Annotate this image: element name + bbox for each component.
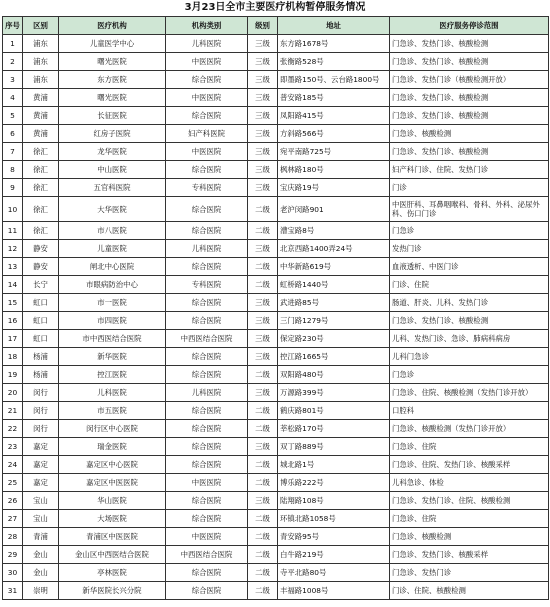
- cell-col-district: 嘉定: [23, 456, 59, 474]
- cell-col-institution: 嘉定区中医医院: [59, 474, 166, 492]
- cell-col-level: 三级: [248, 161, 278, 179]
- table-row: [3, 510, 549, 528]
- cell-col-institution: 华山医院: [59, 492, 166, 510]
- cell-col-seq: 14: [3, 276, 23, 294]
- cell-col-level: 三级: [248, 330, 278, 348]
- cell-col-institution: 大场医院: [59, 510, 166, 528]
- table-row: [3, 330, 549, 348]
- cell-col-institution: 儿童医学中心: [59, 35, 166, 53]
- cell-col-district: 闵行: [23, 402, 59, 420]
- table-row: [3, 240, 549, 258]
- cell-col-category: 综合医院: [166, 438, 248, 456]
- cell-col-scope: 门急诊、发热门诊、核酸检测: [390, 312, 549, 330]
- cell-col-address: 宛平南路725号: [278, 143, 390, 161]
- cell-col-district: 徐汇: [23, 179, 59, 197]
- cell-col-seq: 31: [3, 582, 23, 600]
- table-row: [3, 546, 549, 564]
- cell-col-address: 城北路1号: [278, 456, 390, 474]
- table-row: [3, 258, 549, 276]
- cell-col-level: 二级: [248, 258, 278, 276]
- cell-col-district: 静安: [23, 258, 59, 276]
- cell-col-seq: 27: [3, 510, 23, 528]
- cell-col-category: 中西医结合医院: [166, 546, 248, 564]
- cell-col-category: 中医医院: [166, 89, 248, 107]
- cell-col-institution: 市眼病防治中心: [59, 276, 166, 294]
- cell-col-scope: 门急诊、发热门诊: [390, 564, 549, 582]
- table-row: [3, 564, 549, 582]
- cell-col-seq: 3: [3, 71, 23, 89]
- table-row: [3, 35, 549, 53]
- cell-col-seq: 16: [3, 312, 23, 330]
- cell-col-address: 普安路185号: [278, 89, 390, 107]
- cell-col-seq: 6: [3, 125, 23, 143]
- cell-col-level: 二级: [248, 528, 278, 546]
- cell-col-seq: 25: [3, 474, 23, 492]
- cell-col-category: 综合医院: [166, 312, 248, 330]
- cell-col-category: 综合医院: [166, 222, 248, 240]
- table-row: [3, 528, 549, 546]
- table-row: [3, 71, 549, 89]
- cell-col-scope: 门急诊、发热门诊、核酸检测: [390, 89, 549, 107]
- cell-col-institution: 金山区中西医结合医院: [59, 546, 166, 564]
- table-row: [3, 384, 549, 402]
- cell-col-level: 三级: [248, 348, 278, 366]
- cell-col-address: 莘松路170号: [278, 420, 390, 438]
- cell-col-institution: 曙光医院: [59, 53, 166, 71]
- cell-col-level: 三级: [248, 143, 278, 161]
- cell-col-level: 二级: [248, 564, 278, 582]
- cell-col-address: 方斜路566号: [278, 125, 390, 143]
- cell-col-address: 寺平北路80号: [278, 564, 390, 582]
- table-row: [3, 348, 549, 366]
- cell-col-scope: 门急诊、住院、核酸检测（发热门诊开放）: [390, 384, 549, 402]
- header-col-seq: 序号: [3, 17, 23, 35]
- table-row: [3, 125, 549, 143]
- cell-col-district: 杨浦: [23, 348, 59, 366]
- cell-col-category: 中医医院: [166, 474, 248, 492]
- table-header-row: [3, 17, 549, 35]
- cell-col-institution: 市八医院: [59, 222, 166, 240]
- cell-col-address: 博乐路222号: [278, 474, 390, 492]
- cell-col-scope: 妇产科门诊、住院、发热门诊: [390, 161, 549, 179]
- cell-col-level: 三级: [248, 53, 278, 71]
- cell-col-institution: 闵行区中心医院: [59, 420, 166, 438]
- cell-col-scope: 门急诊、发热门诊、核酸检测: [390, 143, 549, 161]
- cell-col-scope: 肠道、肝炎、儿科、发热门诊: [390, 294, 549, 312]
- cell-col-scope: 儿科门急诊: [390, 348, 549, 366]
- cell-col-level: 二级: [248, 420, 278, 438]
- hospital-suspension-table: [2, 16, 549, 600]
- cell-col-seq: 15: [3, 294, 23, 312]
- table-row: [3, 107, 549, 125]
- cell-col-address: 东方路1678号: [278, 35, 390, 53]
- cell-col-seq: 7: [3, 143, 23, 161]
- table-row: [3, 53, 549, 71]
- table-row: [3, 366, 549, 384]
- cell-col-district: 崇明: [23, 582, 59, 600]
- cell-col-institution: 市五医院: [59, 402, 166, 420]
- cell-col-category: 儿科医院: [166, 240, 248, 258]
- cell-col-scope: 门急诊、发热门诊、核酸检测: [390, 53, 549, 71]
- cell-col-seq: 9: [3, 179, 23, 197]
- cell-col-category: 综合医院: [166, 258, 248, 276]
- cell-col-level: 三级: [248, 71, 278, 89]
- cell-col-level: 三级: [248, 107, 278, 125]
- cell-col-address: 陆翔路108号: [278, 492, 390, 510]
- header-col-district: 区别: [23, 17, 59, 35]
- cell-col-seq: 4: [3, 89, 23, 107]
- cell-col-level: 二级: [248, 402, 278, 420]
- cell-col-institution: 儿科医院: [59, 384, 166, 402]
- cell-col-seq: 13: [3, 258, 23, 276]
- cell-col-district: 黄浦: [23, 107, 59, 125]
- cell-col-scope: 门诊: [390, 179, 549, 197]
- cell-col-level: 二级: [248, 510, 278, 528]
- cell-col-institution: 曙光医院: [59, 89, 166, 107]
- header-col-category: 机构类别: [166, 17, 248, 35]
- cell-col-seq: 20: [3, 384, 23, 402]
- cell-col-category: 综合医院: [166, 197, 248, 222]
- cell-col-scope: 门诊、住院、核酸检测: [390, 582, 549, 600]
- cell-col-institution: 闸北中心医院: [59, 258, 166, 276]
- cell-col-seq: 1: [3, 35, 23, 53]
- cell-col-address: 控江路1665号: [278, 348, 390, 366]
- cell-col-district: 虹口: [23, 294, 59, 312]
- cell-col-address: 双丁路889号: [278, 438, 390, 456]
- cell-col-level: 三级: [248, 179, 278, 197]
- cell-col-address: 环镇北路1058号: [278, 510, 390, 528]
- cell-col-scope: 口腔科: [390, 402, 549, 420]
- cell-col-district: 徐汇: [23, 161, 59, 179]
- cell-col-level: 二级: [248, 582, 278, 600]
- cell-col-address: 张衡路528号: [278, 53, 390, 71]
- document-title: 3月23日全市主要医疗机构暂停服务情况: [184, 2, 366, 13]
- cell-col-level: 三级: [248, 35, 278, 53]
- cell-col-district: 浦东: [23, 71, 59, 89]
- cell-col-institution: 市四医院: [59, 312, 166, 330]
- table-row: [3, 456, 549, 474]
- cell-col-scope: 中医肝科、耳鼻咽喉科、骨科、外科、泌尿外科、伤口门诊: [390, 197, 549, 222]
- table-row: [3, 197, 549, 222]
- cell-col-address: 万源路399号: [278, 384, 390, 402]
- table-body: [3, 35, 549, 600]
- cell-col-category: 综合医院: [166, 420, 248, 438]
- cell-col-scope: 门急诊、核酸检测: [390, 528, 549, 546]
- cell-col-district: 宝山: [23, 510, 59, 528]
- cell-col-scope: 发热门诊: [390, 240, 549, 258]
- cell-col-seq: 30: [3, 564, 23, 582]
- cell-col-institution: 控江医院: [59, 366, 166, 384]
- cell-col-scope: 门急诊、核酸检测（发热门诊开放）: [390, 420, 549, 438]
- cell-col-district: 金山: [23, 546, 59, 564]
- cell-col-level: 三级: [248, 384, 278, 402]
- cell-col-scope: 儿科、发热门诊、急诊、肺病科病房: [390, 330, 549, 348]
- cell-col-scope: 门急诊、核酸检测: [390, 125, 549, 143]
- cell-col-level: 二级: [248, 366, 278, 384]
- cell-col-level: 三级: [248, 240, 278, 258]
- table-row: [3, 89, 549, 107]
- cell-col-category: 中医医院: [166, 53, 248, 71]
- cell-col-category: 综合医院: [166, 582, 248, 600]
- cell-col-district: 青浦: [23, 528, 59, 546]
- cell-col-address: 青安路95号: [278, 528, 390, 546]
- cell-col-address: 老沪闵路901: [278, 197, 390, 222]
- cell-col-institution: 五官科医院: [59, 179, 166, 197]
- cell-col-category: 中西医结合医院: [166, 330, 248, 348]
- cell-col-seq: 29: [3, 546, 23, 564]
- cell-col-institution: 亭林医院: [59, 564, 166, 582]
- table-row: [3, 312, 549, 330]
- cell-col-district: 金山: [23, 564, 59, 582]
- cell-col-district: 徐汇: [23, 197, 59, 222]
- table-row: [3, 402, 549, 420]
- cell-col-seq: 22: [3, 420, 23, 438]
- cell-col-category: 综合医院: [166, 107, 248, 125]
- cell-col-district: 嘉定: [23, 438, 59, 456]
- cell-col-scope: 门急诊、发热门诊、核酸采样: [390, 546, 549, 564]
- cell-col-institution: 红房子医院: [59, 125, 166, 143]
- cell-col-seq: 5: [3, 107, 23, 125]
- cell-col-level: 二级: [248, 197, 278, 222]
- cell-col-scope: 门急诊: [390, 366, 549, 384]
- cell-col-address: 凤阳路415号: [278, 107, 390, 125]
- cell-col-district: 浦东: [23, 35, 59, 53]
- cell-col-level: 二级: [248, 456, 278, 474]
- cell-col-scope: 门诊、住院: [390, 276, 549, 294]
- cell-col-category: 综合医院: [166, 402, 248, 420]
- table-row: [3, 438, 549, 456]
- table-row: [3, 143, 549, 161]
- cell-col-institution: 大华医院: [59, 197, 166, 222]
- cell-col-district: 宝山: [23, 492, 59, 510]
- cell-col-category: 综合医院: [166, 456, 248, 474]
- cell-col-address: 三门路1279号: [278, 312, 390, 330]
- table-row: [3, 420, 549, 438]
- cell-col-category: 中医医院: [166, 528, 248, 546]
- cell-col-category: 专科医院: [166, 276, 248, 294]
- table-row: [3, 582, 549, 600]
- cell-col-institution: 市一医院: [59, 294, 166, 312]
- header-col-institution: 医疗机构: [59, 17, 166, 35]
- cell-col-scope: 门急诊: [390, 222, 549, 240]
- cell-col-scope: 门急诊、住院: [390, 438, 549, 456]
- cell-col-institution: 市中西医结合医院: [59, 330, 166, 348]
- cell-col-address: 中华新路619号: [278, 258, 390, 276]
- cell-col-category: 儿科医院: [166, 35, 248, 53]
- cell-col-seq: 28: [3, 528, 23, 546]
- table-row: [3, 276, 549, 294]
- cell-col-seq: 23: [3, 438, 23, 456]
- cell-col-address: 武进路85号: [278, 294, 390, 312]
- cell-col-seq: 18: [3, 348, 23, 366]
- cell-col-level: 二级: [248, 546, 278, 564]
- cell-col-seq: 17: [3, 330, 23, 348]
- cell-col-category: 综合医院: [166, 510, 248, 528]
- cell-col-address: 鹤庆路801号: [278, 402, 390, 420]
- cell-col-category: 综合医院: [166, 294, 248, 312]
- cell-col-category: 综合医院: [166, 71, 248, 89]
- table-row: [3, 222, 549, 240]
- cell-col-category: 综合医院: [166, 161, 248, 179]
- cell-col-category: 综合医院: [166, 492, 248, 510]
- cell-col-seq: 8: [3, 161, 23, 179]
- cell-col-category: 综合医院: [166, 366, 248, 384]
- cell-col-institution: 新华医院长兴分院: [59, 582, 166, 600]
- cell-col-address: 保定路230号: [278, 330, 390, 348]
- cell-col-address: 枫林路180号: [278, 161, 390, 179]
- cell-col-seq: 26: [3, 492, 23, 510]
- table-row: [3, 179, 549, 197]
- cell-col-category: 专科医院: [166, 179, 248, 197]
- cell-col-level: 二级: [248, 276, 278, 294]
- cell-col-district: 徐汇: [23, 222, 59, 240]
- cell-col-institution: 儿童医院: [59, 240, 166, 258]
- cell-col-seq: 12: [3, 240, 23, 258]
- cell-col-district: 闵行: [23, 384, 59, 402]
- cell-col-district: 静安: [23, 240, 59, 258]
- cell-col-district: 虹口: [23, 330, 59, 348]
- cell-col-institution: 龙华医院: [59, 143, 166, 161]
- cell-col-institution: 青浦区中医医院: [59, 528, 166, 546]
- cell-col-level: 二级: [248, 222, 278, 240]
- cell-col-district: 长宁: [23, 276, 59, 294]
- table-row: [3, 294, 549, 312]
- cell-col-seq: 10: [3, 197, 23, 222]
- cell-col-address: 漕宝路8号: [278, 222, 390, 240]
- cell-col-scope: 门急诊、发热门诊、核酸检测: [390, 107, 549, 125]
- cell-col-district: 黄浦: [23, 89, 59, 107]
- cell-col-level: 三级: [248, 438, 278, 456]
- cell-col-institution: 东方医院: [59, 71, 166, 89]
- cell-col-district: 黄浦: [23, 125, 59, 143]
- header-col-address: 地址: [278, 17, 390, 35]
- cell-col-scope: 血液透析、中医门诊: [390, 258, 549, 276]
- cell-col-address: 北京西路1400弄24号: [278, 240, 390, 258]
- cell-col-institution: 新华医院: [59, 348, 166, 366]
- cell-col-scope: 门急诊、发热门诊、核酸检测: [390, 35, 549, 53]
- cell-col-address: 丰福路1008号: [278, 582, 390, 600]
- table-row: [3, 492, 549, 510]
- cell-col-seq: 11: [3, 222, 23, 240]
- cell-col-institution: 中山医院: [59, 161, 166, 179]
- cell-col-institution: 长征医院: [59, 107, 166, 125]
- header-col-level: 级别: [248, 17, 278, 35]
- cell-col-category: 妇产科医院: [166, 125, 248, 143]
- cell-col-institution: 嘉定区中心医院: [59, 456, 166, 474]
- cell-col-address: 白牛路219号: [278, 546, 390, 564]
- cell-col-scope: 门急诊、发热门诊（核酸检测开放）: [390, 71, 549, 89]
- cell-col-institution: 瑞金医院: [59, 438, 166, 456]
- cell-col-district: 嘉定: [23, 474, 59, 492]
- table-row: [3, 161, 549, 179]
- cell-col-category: 综合医院: [166, 348, 248, 366]
- cell-col-scope: 儿科急诊、体检: [390, 474, 549, 492]
- cell-col-address: 宝庆路19号: [278, 179, 390, 197]
- cell-col-address: 即墨路150号、云台路1800号: [278, 71, 390, 89]
- cell-col-seq: 2: [3, 53, 23, 71]
- cell-col-category: 中医医院: [166, 143, 248, 161]
- cell-col-district: 浦东: [23, 53, 59, 71]
- cell-col-scope: 门急诊、住院、发热门诊、核酸采样: [390, 456, 549, 474]
- header-col-scope: 医疗服务停诊范围: [390, 17, 549, 35]
- cell-col-district: 杨浦: [23, 366, 59, 384]
- cell-col-district: 闵行: [23, 420, 59, 438]
- cell-col-level: 三级: [248, 125, 278, 143]
- cell-col-level: 三级: [248, 312, 278, 330]
- cell-col-scope: 门急诊、住院: [390, 510, 549, 528]
- cell-col-category: 儿科医院: [166, 384, 248, 402]
- cell-col-seq: 19: [3, 366, 23, 384]
- cell-col-category: 综合医院: [166, 564, 248, 582]
- cell-col-scope: 门急诊、发热门诊、住院、核酸检测: [390, 492, 549, 510]
- cell-col-seq: 21: [3, 402, 23, 420]
- cell-col-address: 双阳路480号: [278, 366, 390, 384]
- cell-col-district: 虹口: [23, 312, 59, 330]
- cell-col-level: 三级: [248, 89, 278, 107]
- cell-col-seq: 24: [3, 456, 23, 474]
- cell-col-level: 三级: [248, 492, 278, 510]
- cell-col-level: 二级: [248, 474, 278, 492]
- table-row: [3, 474, 549, 492]
- cell-col-level: 三级: [248, 294, 278, 312]
- cell-col-address: 虹桥路1440号: [278, 276, 390, 294]
- cell-col-district: 徐汇: [23, 143, 59, 161]
